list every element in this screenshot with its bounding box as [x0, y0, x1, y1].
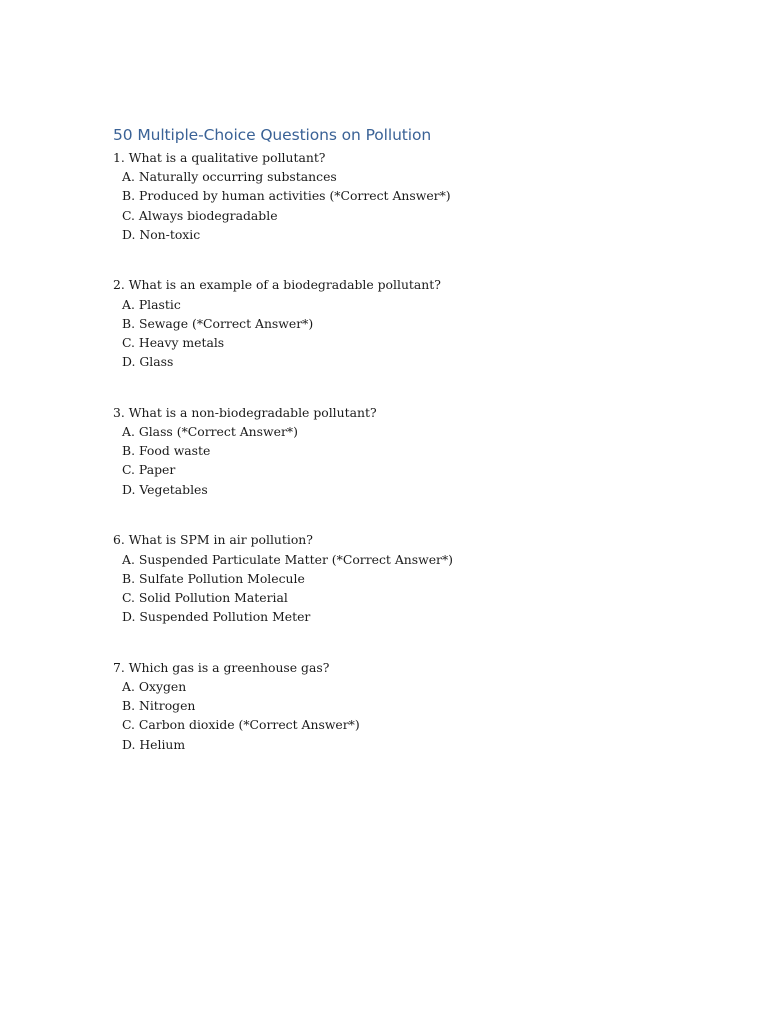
answer-option: B. Produced by human activities (*Correct Answer*): [122, 188, 451, 204]
answer-option: D. Suspended Pollution Meter: [122, 609, 311, 625]
answer-option: C. Heavy metals: [122, 335, 225, 350]
answer-option: D. Non-toxic: [122, 226, 201, 242]
question-text: 2. What is an example of a biodegradable pollutant?: [113, 277, 441, 293]
question-block: [113, 148, 673, 244]
document-title: 50 Multiple-Choice Questions on Pollution: [113, 126, 432, 144]
question-text: 1. What is a qualitative pollutant?: [113, 150, 326, 165]
answer-option: D. Glass: [122, 354, 174, 370]
question-block: [113, 530, 673, 626]
question-block: [113, 403, 673, 499]
answer-option: B. Sewage (*Correct Answer*): [122, 315, 314, 331]
question-block: [113, 275, 673, 371]
answer-option: A. Glass (*Correct Answer*): [122, 424, 298, 440]
question-text: 3. What is a non-biodegradable pollutant?: [113, 404, 377, 420]
answer-option: C. Solid Pollution Material: [122, 589, 288, 605]
answer-option: B. Sulfate Pollution Molecule: [122, 570, 305, 586]
answer-option: B. Nitrogen: [122, 698, 196, 714]
answer-option: C. Always biodegradable: [122, 207, 278, 223]
question-block: [113, 658, 673, 754]
answer-option: C. Paper: [122, 462, 176, 478]
answer-option: A. Suspended Particulate Matter (*Correct Answer*): [122, 551, 453, 567]
answer-option: C. Carbon dioxide (*Correct Answer*): [122, 717, 360, 733]
question-text: 7. Which gas is a greenhouse gas?: [113, 659, 330, 675]
question-text: 6. What is SPM in air pollution?: [113, 532, 313, 548]
answer-option: D. Helium: [122, 736, 186, 752]
answer-option: A. Oxygen: [122, 678, 187, 694]
answer-option: B. Food waste: [122, 443, 211, 459]
answer-option: A. Plastic: [122, 296, 181, 312]
answer-option: A. Naturally occurring substances: [122, 169, 337, 185]
answer-option: D. Vegetables: [122, 481, 208, 497]
document-content: [113, 124, 673, 785]
